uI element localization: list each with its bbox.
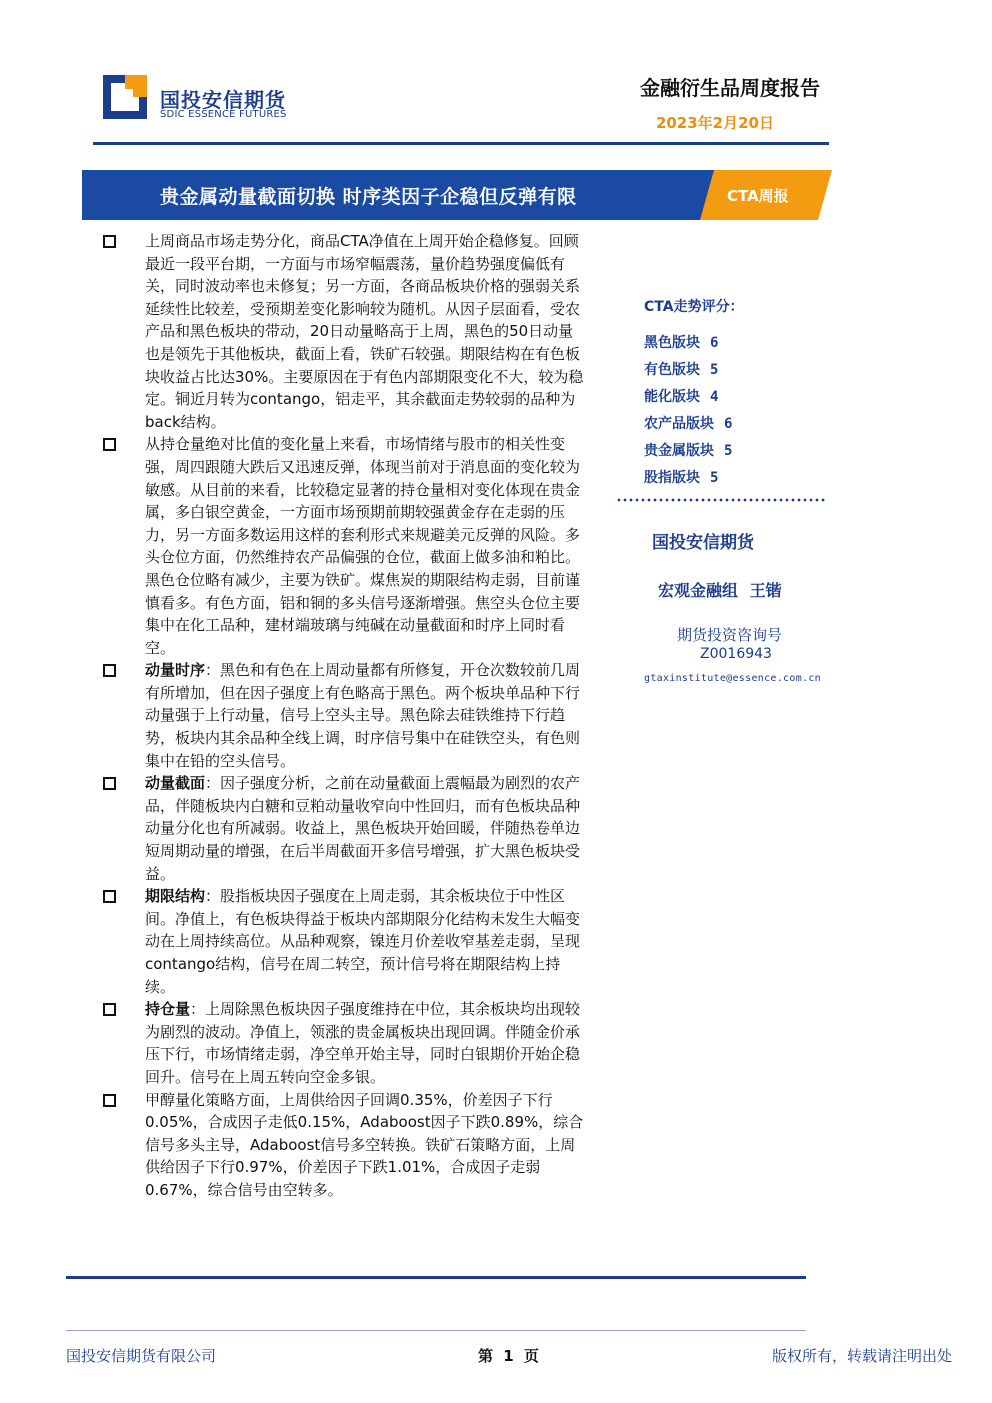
- page-number: 第 1 页: [478, 1347, 539, 1365]
- score-item: [644, 465, 732, 492]
- bullet-text: 从持仓量绝对比值的变化量上来看，市场情绪与股市的相关性变强，周四跟随大跌后又迅速反弹，体现当前对于消息面的变化较为敏感。从目前的来看，比较稳定显著的持仓量相对变化体现在贵金属，多白银空黄金，一方面市场预期前期较强黄金存在走弱的压力，另一方面多数运用这样的套利形式来规避美元反弹的风险。多头仓位方面，仍然维持农产品偏强的仓位，截面上做多油和粕比。黑色仓位略有减少，主要为铁矿。煤焦炭的期限结构走弱，目前谨慎看多。有色方面，铝和铜的多头信号逐渐增强。焦空头仓位主要集中在化工品种，建材端玻璃与纯碱在动量截面和时序上同时看空。: [145, 435, 581, 657]
- summary-bullets: [103, 230, 585, 1202]
- bullet-text: ：因子强度分析，之前在动量截面上震幅最为剧烈的农产品，伴随板块内白糖和豆粕动量收窄向中性回归，而有色板块品种动量分化也有所减弱。收益上，黑色板块开始回暖，伴随热卷单边短周期动量的增强，在后半周截面开多信号增强，扩大黑色板块受益。: [145, 774, 581, 883]
- score-value: 6: [724, 416, 733, 432]
- score-value: 4: [710, 389, 719, 405]
- license-number: Z0016943: [700, 646, 772, 662]
- report-date: 2023年2月20日: [655, 114, 774, 132]
- score-item: [644, 330, 732, 357]
- report-tag: CTA周报: [727, 187, 789, 205]
- score-value: 5: [710, 362, 719, 378]
- report-type-title: 金融衍生品周度报告: [640, 76, 820, 100]
- bullet-square-icon: [103, 664, 116, 677]
- bullet-item: [103, 885, 585, 998]
- score-item: [644, 357, 732, 384]
- side-company-name: 国投安信期货: [652, 533, 754, 553]
- score-name: 黑色版块: [644, 335, 700, 351]
- header-divider: [93, 142, 829, 145]
- contact-email[interactable]: gtaxinstitute@essence.com.cn: [644, 673, 821, 684]
- analyst-name: 宏观金融组 王锴: [658, 581, 782, 600]
- bullet-square-icon: [103, 777, 116, 790]
- bullet-square-icon: [103, 890, 116, 903]
- score-name: 贵金属版块: [644, 443, 714, 459]
- score-name: 能化版块: [644, 389, 700, 405]
- bullet-label: 动量截面: [145, 774, 206, 793]
- score-name: 农产品版块: [644, 416, 714, 432]
- score-item: [644, 438, 732, 465]
- bullet-square-icon: [103, 1094, 116, 1107]
- bullet-label: 动量时序: [145, 661, 206, 680]
- bullet-item: [103, 1089, 585, 1202]
- bullet-text: ：股指板块因子强度在上周走弱，其余板块位于中性区间。净值上，有色板块得益于板块内部期限分化结构未发生大幅变动在上周持续高位。从品种观察，镍连月价差收窄基差走弱，呈现contango结构，信号在周二转空，预计信号将在期限结构上持续。: [145, 887, 581, 996]
- bullet-item: [103, 433, 585, 659]
- cta-score-title: CTA走势评分：: [644, 299, 744, 315]
- logo-english-name: SDIC ESSENCE FUTURES: [160, 109, 287, 120]
- bullet-text: 甲醇量化策略方面，上周供给因子回调0.35%，价差因子下行0.05%，合成因子走低0.15%，Adaboost因子下跌0.89%，综合信号多头主导，Adaboost信号多空转换。铁矿石策略方面，上周供给因子下行0.97%，价差因子下跌1.01%，合成因子走弱0.67%，综合信号由空转多。: [145, 1090, 584, 1199]
- bullet-square-icon: [103, 1003, 116, 1016]
- footer-copyright: 版权所有，转载请注明出处: [771, 1347, 952, 1365]
- bullet-label: 持仓量: [145, 1000, 191, 1019]
- bullet-text: ：黑色和有色在上周动量都有所修复，开仓次数较前几周有所增加，但在因子强度上有色略高于黑色。两个板块单品种下行动量强于上行动量，信号上空头主导。黑色除去硅铁维持下行趋势，板块内其余品种全线上调，时序信号集中在硅铁空头，有色则集中在铅的空头信号。: [145, 661, 581, 770]
- bullet-text: ：上周除黑色板块因子强度维持在中位，其余板块均出现较为剧烈的波动。净值上，领涨的贵金属板块出现回调。伴随金价承压下行，市场情绪走弱，净空单开始主导，同时白银期价开始企稳回升。信号在上周五转向空金多银。: [145, 1000, 581, 1086]
- bullet-text: 上周商品市场走势分化，商品CTA净值在上周开始企稳修复。回顾最近一段平台期，一方面与市场窄幅震荡，量价趋势强度偏低有关，同时波动率也未修复；另一方面，各商品板块价格的强弱关系延续性比较差，受预期差变化影响较为随机。从因子层面看，受农产品和黑色板块的带动，20日动量略高于上周，黑色的50日动量也是领先于其他板块，截面上看，铁矿石较强。期限结构在有色板块收益占比达30%。主要原因在于有色内部期限变化不大，较为稳定。铜近月转为contango，铝走平，其余截面走势较弱的品种为back结构。: [145, 232, 584, 431]
- bullet-label: 期限结构: [145, 887, 206, 906]
- footer-divider: [66, 1330, 806, 1331]
- cta-score-list: [644, 330, 732, 492]
- bullet-item: [103, 659, 585, 772]
- license-label: 期货投资咨询号: [677, 626, 783, 644]
- footer-company: 国投安信期货有限公司: [66, 1347, 217, 1365]
- logo-chinese-name: 国投安信期货: [160, 88, 286, 112]
- score-value: 5: [710, 470, 719, 486]
- bullet-item: [103, 998, 585, 1088]
- score-name: 有色版块: [644, 362, 700, 378]
- score-item: [644, 411, 732, 438]
- score-value: 6: [710, 335, 719, 351]
- company-logo-icon: [103, 75, 147, 119]
- bullet-item: [103, 772, 585, 885]
- bullet-square-icon: [103, 235, 116, 248]
- dotted-divider: [616, 498, 826, 502]
- report-headline: 贵金属动量截面切换 时序类因子企稳但反弹有限: [160, 186, 577, 208]
- score-item: [644, 384, 732, 411]
- score-value: 5: [724, 443, 733, 459]
- content-bottom-divider: [66, 1276, 806, 1279]
- bullet-square-icon: [103, 438, 116, 451]
- bullet-item: [103, 230, 585, 433]
- score-name: 股指版块: [644, 470, 700, 486]
